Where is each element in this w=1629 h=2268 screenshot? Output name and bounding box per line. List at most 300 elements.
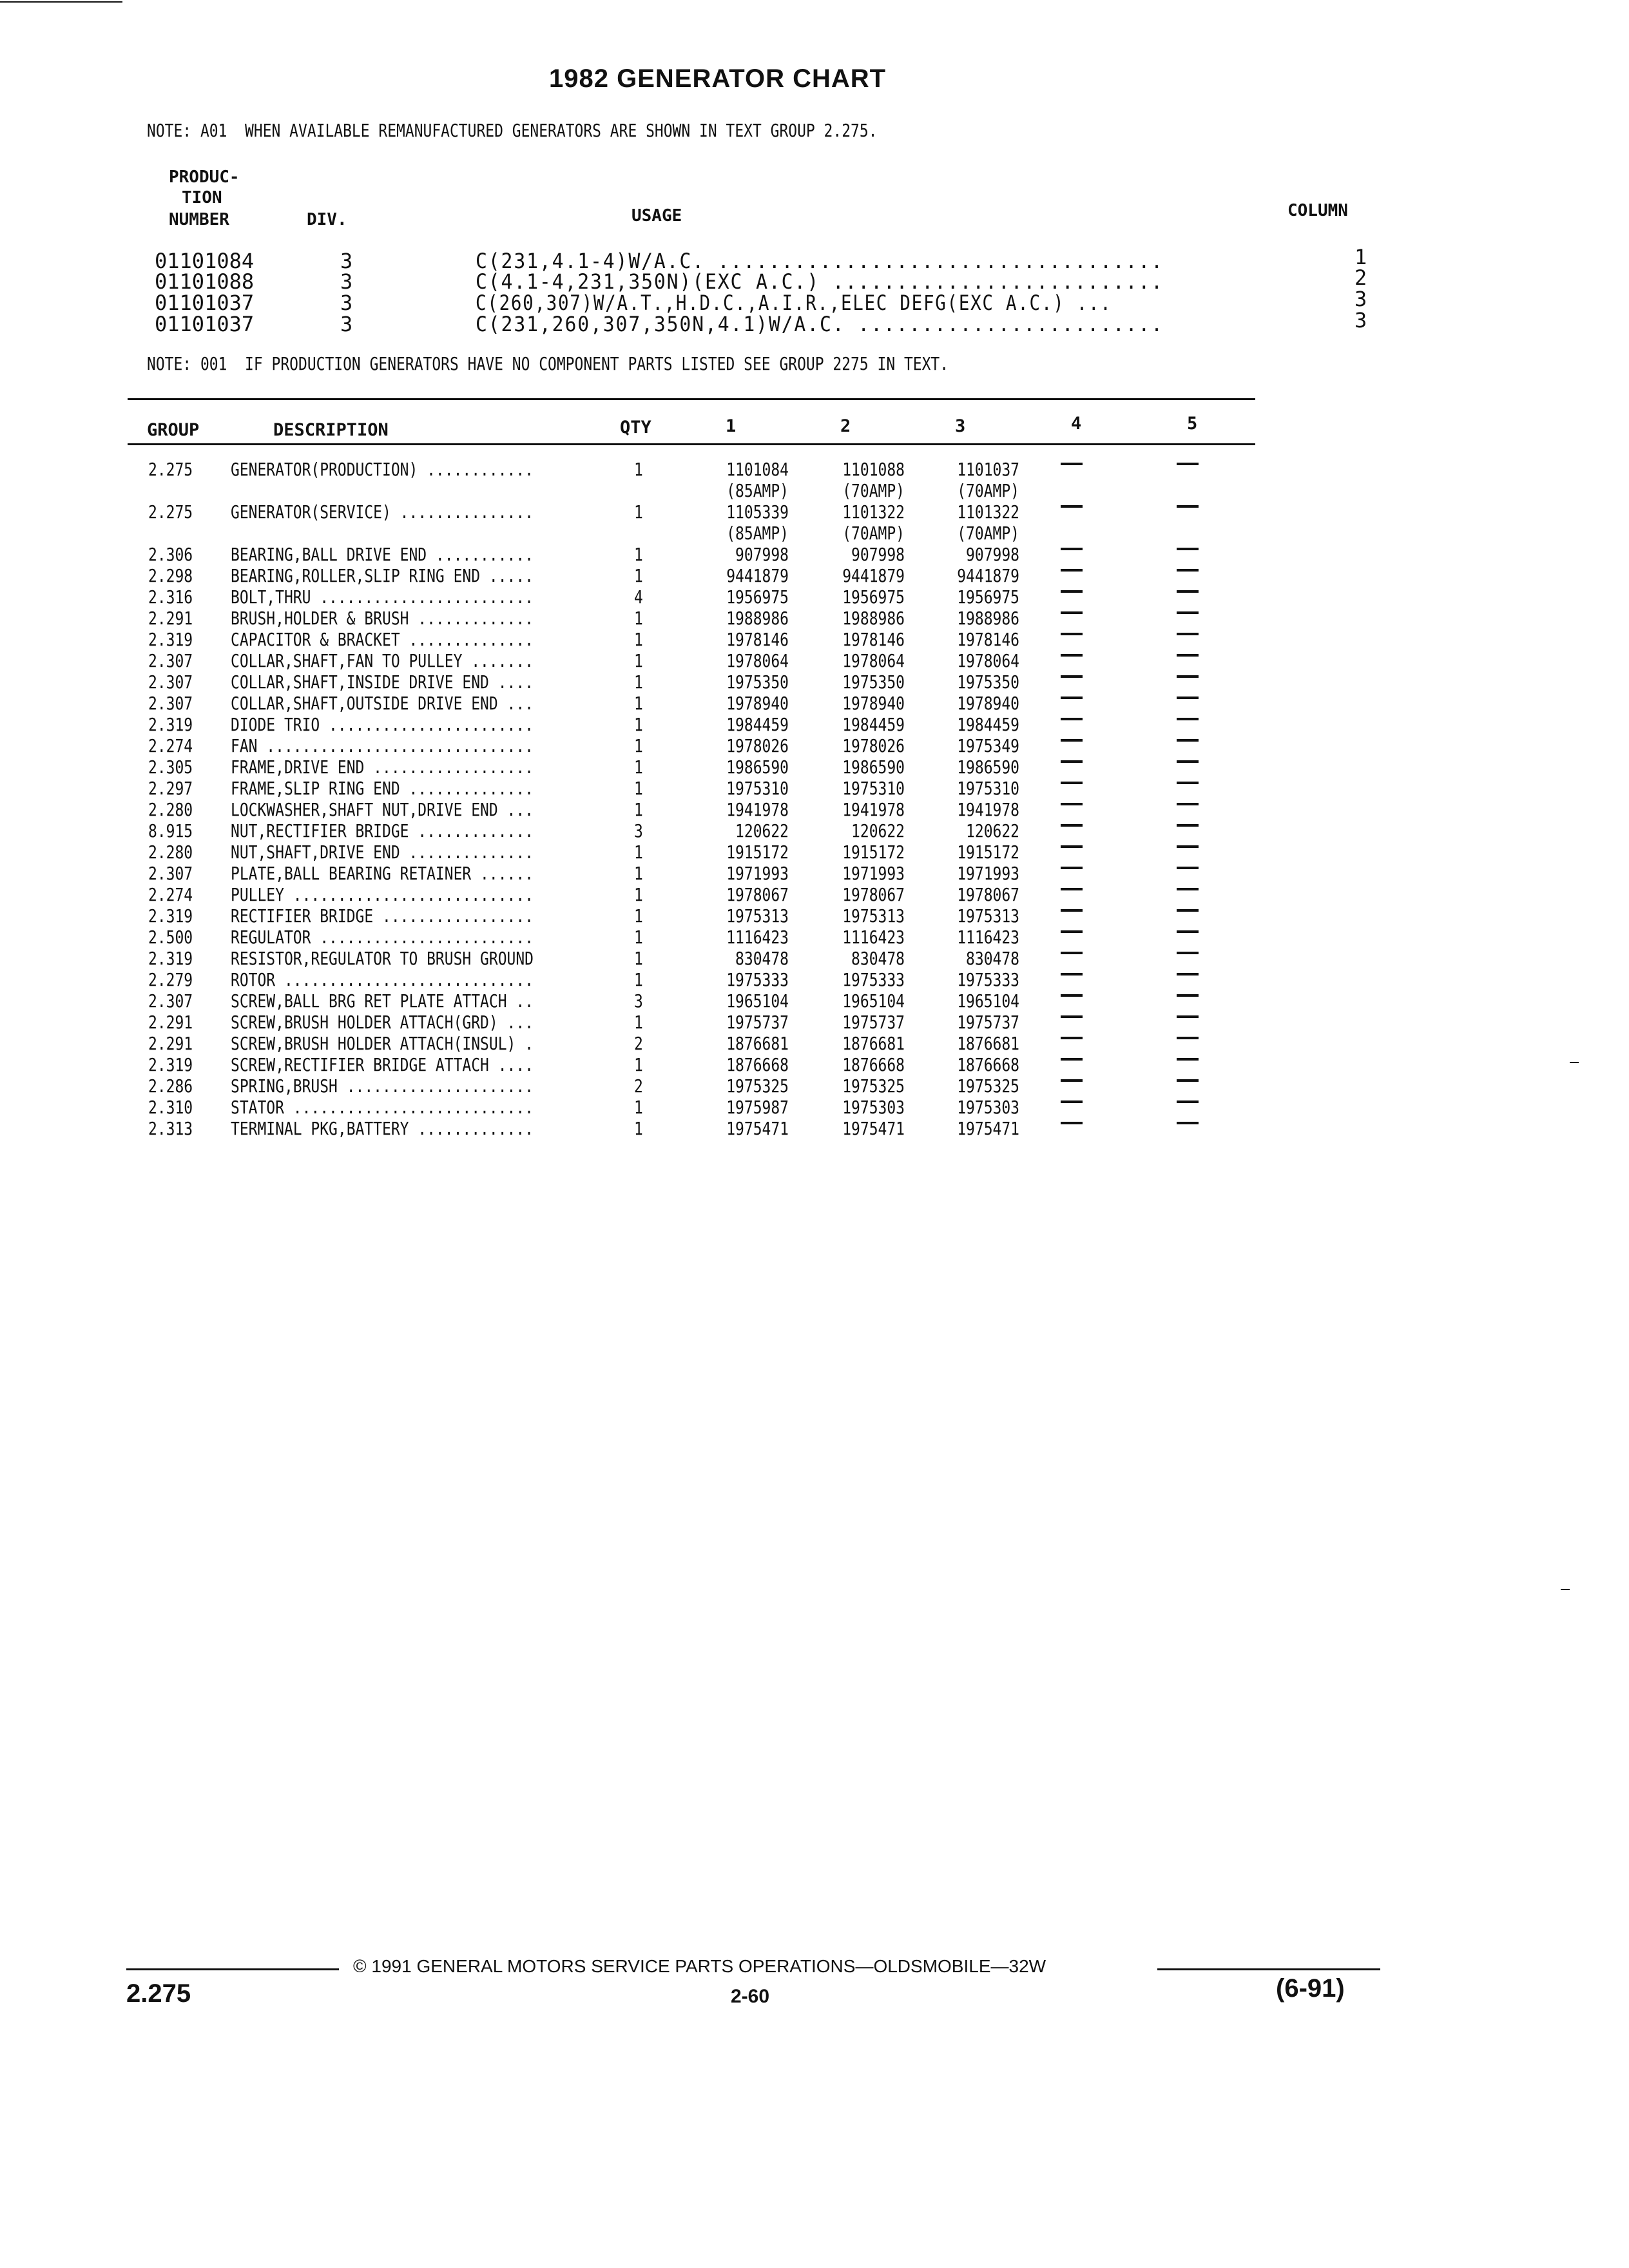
cell-col-3: 1116423 — [957, 927, 1019, 948]
cell-col-2: 1975325 — [842, 1075, 905, 1097]
cell-group: 2.279 — [148, 969, 193, 990]
cell-col-1: 1986590 — [726, 756, 789, 778]
cell-col-5-dash — [1177, 952, 1199, 954]
cell-qty: 1 — [634, 671, 643, 693]
cell-col-3: 1978940 — [957, 693, 1019, 714]
cell-description: PULLEY ........................... — [231, 884, 534, 905]
cell-col-5-dash — [1177, 867, 1199, 869]
table-row — [0, 735, 1629, 756]
cell-col-1: 1975737 — [726, 1012, 789, 1033]
cell-col-2: (70AMP) — [842, 523, 905, 544]
cell-col-5-dash — [1177, 463, 1199, 465]
cell-group: 2.275 — [148, 501, 193, 523]
cell-col-1: 1915172 — [726, 841, 789, 863]
cell-col-3: 907998 — [966, 544, 1019, 565]
cell-col-3: 1975325 — [957, 1075, 1019, 1097]
cell-col-2: 120622 — [851, 820, 905, 841]
cell-qty: 1 — [634, 735, 643, 756]
table-row — [0, 820, 1629, 841]
cell-col-3: 1986590 — [957, 756, 1019, 778]
cell-description: RECTIFIER BRIDGE ................. — [231, 905, 534, 927]
cell-col-5-dash — [1177, 973, 1199, 975]
cell-qty: 1 — [634, 799, 643, 820]
cell-col-1: 1978026 — [726, 735, 789, 756]
cell-col-1: 1978064 — [726, 650, 789, 671]
footer-page-number: 2-60 — [731, 1986, 770, 2007]
cell-col-3: 1965104 — [957, 990, 1019, 1012]
table-row — [0, 650, 1629, 671]
cell-group: 2.280 — [148, 799, 193, 820]
cell-col-2: 1101088 — [842, 459, 905, 480]
production-number-header-line3: NUMBER — [169, 210, 229, 229]
cell-col-1: 1876668 — [726, 1054, 789, 1075]
cell-qty: 1 — [634, 501, 643, 523]
cell-col-2: 830478 — [851, 948, 905, 969]
cell-col-4-dash — [1061, 611, 1083, 614]
cell-col-2: 1978064 — [842, 650, 905, 671]
cell-col-2: 1116423 — [842, 927, 905, 948]
cell-col-5-dash — [1177, 845, 1199, 848]
cell-col-3: 830478 — [966, 948, 1019, 969]
cell-description: CAPACITOR & BRACKET .............. — [231, 629, 534, 650]
cell-col-1: 1978940 — [726, 693, 789, 714]
cell-col-5-dash — [1177, 760, 1199, 763]
cell-description: PLATE,BALL BEARING RETAINER ...... — [231, 863, 534, 884]
cell-col-2: 1965104 — [842, 990, 905, 1012]
cell-description: LOCKWASHER,SHAFT NUT,DRIVE END ... — [231, 799, 534, 820]
cell-col-2: 1915172 — [842, 841, 905, 863]
cell-col-1: (85AMP) — [726, 480, 789, 501]
cell-col-1: 1984459 — [726, 714, 789, 735]
cell-qty: 1 — [634, 756, 643, 778]
cell-col-5-dash — [1177, 718, 1199, 720]
cell-col-5-dash — [1177, 569, 1199, 572]
cell-col-2: 1941978 — [842, 799, 905, 820]
cell-col-3: 1975303 — [957, 1097, 1019, 1118]
cell-group: 2.313 — [148, 1118, 193, 1139]
cell-col-1: 907998 — [735, 544, 789, 565]
cell-group: 2.319 — [148, 948, 193, 969]
production-column: 3 — [1354, 287, 1367, 311]
cell-col-3: 1975310 — [957, 778, 1019, 799]
cell-col-2: 1101322 — [842, 501, 905, 523]
cell-group: 2.274 — [148, 884, 193, 905]
cell-qty: 1 — [634, 927, 643, 948]
cell-col-2: 1876681 — [842, 1033, 905, 1054]
cell-col-5-dash — [1177, 675, 1199, 678]
cell-col-1: 9441879 — [726, 565, 789, 586]
footer-group: 2.275 — [126, 1979, 191, 2008]
cell-description: RESISTOR,REGULATOR TO BRUSH GROUND — [231, 948, 534, 969]
production-div: 3 — [340, 269, 353, 294]
cell-description: COLLAR,SHAFT,OUTSIDE DRIVE END ... — [231, 693, 534, 714]
scan-mark — [1570, 1062, 1579, 1063]
cell-col-2: (70AMP) — [842, 480, 905, 501]
cell-col-5-dash — [1177, 1100, 1199, 1103]
cell-col-2: 9441879 — [842, 565, 905, 586]
cell-col-3: 1978064 — [957, 650, 1019, 671]
cell-description: COLLAR,SHAFT,INSIDE DRIVE END .... — [231, 671, 534, 693]
production-column-header: COLUMN — [1287, 201, 1348, 220]
table-row — [0, 1033, 1629, 1054]
production-number-header-line2: TION — [182, 188, 222, 207]
cell-col-1: 120622 — [735, 820, 789, 841]
cell-col-3: (70AMP) — [957, 480, 1019, 501]
cell-col-3: 1101037 — [957, 459, 1019, 480]
cell-col-4-dash — [1061, 1079, 1083, 1082]
cell-group: 2.500 — [148, 927, 193, 948]
table-row — [0, 884, 1629, 905]
cell-col-5-dash — [1177, 697, 1199, 699]
cell-col-4-dash — [1061, 1058, 1083, 1061]
table-row — [0, 927, 1629, 948]
table-row — [0, 863, 1629, 884]
footer-right-rule — [1157, 1968, 1380, 1970]
cell-col-4-dash — [1061, 463, 1083, 465]
table-row — [0, 990, 1629, 1012]
cell-qty: 1 — [634, 714, 643, 735]
table-row — [0, 799, 1629, 820]
production-usage: C(231,4.1-4)W/A.C. ................................... — [476, 249, 1164, 273]
cell-description: SCREW,BRUSH HOLDER ATTACH(INSUL) . — [231, 1033, 534, 1054]
table-row — [0, 523, 1629, 544]
cell-description: GENERATOR(SERVICE) ............... — [231, 501, 534, 523]
table-row — [0, 1118, 1629, 1139]
cell-col-4-dash — [1061, 654, 1083, 657]
cell-col-1: (85AMP) — [726, 523, 789, 544]
footer-copyright: © 1991 GENERAL MOTORS SERVICE PARTS OPERATIONS—OLDSMOBILE—32W — [353, 1956, 1046, 1976]
table-row — [0, 1012, 1629, 1033]
cell-col-4-dash — [1061, 548, 1083, 550]
cell-group: 2.291 — [148, 1033, 193, 1054]
cell-col-5-dash — [1177, 1058, 1199, 1061]
cell-col-4-dash — [1061, 718, 1083, 720]
table-row — [0, 948, 1629, 969]
production-div: 3 — [340, 249, 353, 273]
header-qty: QTY — [620, 418, 651, 437]
cell-group: 2.291 — [148, 1012, 193, 1033]
production-number: 01101037 — [155, 291, 255, 315]
production-number: 01101084 — [155, 249, 255, 273]
table-row — [0, 629, 1629, 650]
cell-col-3: 1978067 — [957, 884, 1019, 905]
cell-col-4-dash — [1061, 1122, 1083, 1124]
cell-col-1: 1956975 — [726, 586, 789, 608]
cell-group: 2.280 — [148, 841, 193, 863]
cell-col-2: 907998 — [851, 544, 905, 565]
cell-col-1: 1105339 — [726, 501, 789, 523]
cell-qty: 2 — [634, 1033, 643, 1054]
cell-group: 2.307 — [148, 693, 193, 714]
cell-col-4-dash — [1061, 1015, 1083, 1018]
header-col-4: 4 — [1071, 414, 1082, 434]
table-row — [0, 1054, 1629, 1075]
cell-group: 2.319 — [148, 905, 193, 927]
table-row — [0, 671, 1629, 693]
cell-group: 2.298 — [148, 565, 193, 586]
note-production-generators: NOTE: 001 IF PRODUCTION GENERATORS HAVE NO COMPONENT PARTS LISTED SEE GROUP 2275 IN TEXT. — [147, 353, 949, 374]
cell-col-1: 1975310 — [726, 778, 789, 799]
cell-col-2: 1975471 — [842, 1118, 905, 1139]
cell-col-3: 1915172 — [957, 841, 1019, 863]
cell-col-5-dash — [1177, 1015, 1199, 1018]
table-row — [0, 586, 1629, 608]
cell-col-5-dash — [1177, 1037, 1199, 1039]
cell-qty: 1 — [634, 629, 643, 650]
cell-col-3: 1975350 — [957, 671, 1019, 693]
cell-col-3: 1975313 — [957, 905, 1019, 927]
cell-col-4-dash — [1061, 782, 1083, 784]
cell-col-2: 1975350 — [842, 671, 905, 693]
cell-col-4-dash — [1061, 739, 1083, 742]
cell-description: BEARING,ROLLER,SLIP RING END ..... — [231, 565, 534, 586]
cell-qty: 1 — [634, 778, 643, 799]
cell-col-4-dash — [1061, 675, 1083, 678]
table-row — [0, 778, 1629, 799]
cell-col-2: 1876668 — [842, 1054, 905, 1075]
cell-col-4-dash — [1061, 973, 1083, 975]
cell-col-4-dash — [1061, 569, 1083, 572]
cell-col-3: 1975737 — [957, 1012, 1019, 1033]
production-number-header-line1: PRODUC- — [169, 168, 240, 187]
production-number: 01101088 — [155, 269, 255, 294]
cell-col-3: 1956975 — [957, 586, 1019, 608]
cell-group: 2.310 — [148, 1097, 193, 1118]
cell-group: 2.305 — [148, 756, 193, 778]
production-usage: C(260,307)W/A.T.,H.D.C.,A.I.R.,ELEC DEFG(EXC A.C.) ... — [476, 291, 1112, 315]
cell-col-2: 1978146 — [842, 629, 905, 650]
cell-qty: 1 — [634, 693, 643, 714]
cell-qty: 1 — [634, 1012, 643, 1033]
table-row — [0, 501, 1629, 523]
cell-col-2: 1956975 — [842, 586, 905, 608]
cell-col-1: 1975313 — [726, 905, 789, 927]
cell-col-1: 1971993 — [726, 863, 789, 884]
cell-description: FAN .............................. — [231, 735, 534, 756]
cell-col-3: 1971993 — [957, 863, 1019, 884]
cell-col-2: 1975310 — [842, 778, 905, 799]
cell-qty: 1 — [634, 969, 643, 990]
cell-description: STATOR ........................... — [231, 1097, 534, 1118]
cell-col-3: 1978146 — [957, 629, 1019, 650]
cell-col-1: 1975350 — [726, 671, 789, 693]
header-col-5: 5 — [1187, 414, 1198, 434]
cell-description: BOLT,THRU ........................ — [231, 586, 534, 608]
table-header-rule — [128, 443, 1255, 445]
cell-qty: 1 — [634, 905, 643, 927]
cell-col-4-dash — [1061, 952, 1083, 954]
cell-col-4-dash — [1061, 803, 1083, 805]
cell-group: 2.275 — [148, 459, 193, 480]
cell-col-3: (70AMP) — [957, 523, 1019, 544]
cell-description: FRAME,SLIP RING END .............. — [231, 778, 534, 799]
cell-col-5-dash — [1177, 909, 1199, 912]
cell-description: REGULATOR ........................ — [231, 927, 534, 948]
table-row — [0, 693, 1629, 714]
cell-qty: 1 — [634, 948, 643, 969]
cell-qty: 1 — [634, 1097, 643, 1118]
cell-col-2: 1988986 — [842, 608, 905, 629]
cell-col-5-dash — [1177, 590, 1199, 593]
page-title: 1982 GENERATOR CHART — [549, 64, 887, 93]
cell-description: FRAME,DRIVE END .................. — [231, 756, 534, 778]
cell-group: 2.307 — [148, 671, 193, 693]
cell-col-2: 1971993 — [842, 863, 905, 884]
header-group: GROUP — [147, 420, 200, 440]
table-row — [0, 1075, 1629, 1097]
note-remanufactured: NOTE: A01 WHEN AVAILABLE REMANUFACTURED GENERATORS ARE SHOWN IN TEXT GROUP 2.275. — [147, 120, 878, 141]
cell-qty: 3 — [634, 820, 643, 841]
production-usage: C(231,260,307,350N,4.1)W/A.C. ........................ — [476, 312, 1164, 336]
cell-col-4-dash — [1061, 1100, 1083, 1103]
cell-col-3: 9441879 — [957, 565, 1019, 586]
header-description: DESCRIPTION — [273, 420, 389, 440]
table-row — [0, 565, 1629, 586]
scan-mark — [1561, 1589, 1570, 1590]
cell-col-3: 120622 — [966, 820, 1019, 841]
cell-col-2: 1975737 — [842, 1012, 905, 1033]
cell-col-5-dash — [1177, 888, 1199, 890]
cell-col-2: 1975303 — [842, 1097, 905, 1118]
cell-description: NUT,RECTIFIER BRIDGE ............. — [231, 820, 534, 841]
table-row — [0, 905, 1629, 927]
cell-col-5-dash — [1177, 930, 1199, 933]
table-row — [0, 841, 1629, 863]
cell-qty: 1 — [634, 459, 643, 480]
cell-col-5-dash — [1177, 548, 1199, 550]
cell-col-3: 1975471 — [957, 1118, 1019, 1139]
table-row — [0, 608, 1629, 629]
cell-group: 8.915 — [148, 820, 193, 841]
cell-group: 2.319 — [148, 629, 193, 650]
cell-description: COLLAR,SHAFT,FAN TO PULLEY ....... — [231, 650, 534, 671]
cell-description: DIODE TRIO ....................... — [231, 714, 534, 735]
production-div-header: DIV. — [307, 210, 347, 229]
cell-col-4-dash — [1061, 697, 1083, 699]
cell-col-3: 1876668 — [957, 1054, 1019, 1075]
cell-group: 2.316 — [148, 586, 193, 608]
cell-group: 2.291 — [148, 608, 193, 629]
cell-qty: 3 — [634, 990, 643, 1012]
production-column: 2 — [1354, 265, 1367, 290]
cell-group: 2.319 — [148, 1054, 193, 1075]
cell-col-4-dash — [1061, 867, 1083, 869]
cell-qty: 1 — [634, 544, 643, 565]
cell-group: 2.307 — [148, 863, 193, 884]
cell-description: BRUSH,HOLDER & BRUSH ............. — [231, 608, 534, 629]
cell-description: BEARING,BALL DRIVE END ........... — [231, 544, 534, 565]
cell-group: 2.307 — [148, 990, 193, 1012]
cell-col-3: 1984459 — [957, 714, 1019, 735]
cell-col-2: 1975333 — [842, 969, 905, 990]
top-left-rule — [0, 1, 122, 3]
cell-col-5-dash — [1177, 611, 1199, 614]
table-top-rule — [128, 398, 1255, 400]
production-usage: C(4.1-4,231,350N)(EXC A.C.) .......................... — [476, 269, 1164, 294]
cell-col-3: 1941978 — [957, 799, 1019, 820]
cell-description: ROTOR ............................ — [231, 969, 534, 990]
table-row — [0, 714, 1629, 735]
cell-col-1: 1116423 — [726, 927, 789, 948]
header-col-1: 1 — [726, 416, 737, 436]
cell-col-1: 1101084 — [726, 459, 789, 480]
cell-group: 2.286 — [148, 1075, 193, 1097]
cell-col-1: 1978146 — [726, 629, 789, 650]
production-column: 3 — [1354, 308, 1367, 332]
header-col-3: 3 — [955, 416, 966, 436]
cell-col-2: 1978026 — [842, 735, 905, 756]
cell-col-4-dash — [1061, 888, 1083, 890]
cell-col-4-dash — [1061, 633, 1083, 635]
cell-col-5-dash — [1177, 824, 1199, 827]
cell-col-2: 1984459 — [842, 714, 905, 735]
cell-qty: 1 — [634, 1054, 643, 1075]
cell-col-3: 1975333 — [957, 969, 1019, 990]
cell-col-1: 1965104 — [726, 990, 789, 1012]
cell-description: SCREW,BRUSH HOLDER ATTACH(GRD) ... — [231, 1012, 534, 1033]
table-row — [0, 480, 1629, 501]
cell-description: SCREW,BALL BRG RET PLATE ATTACH .. — [231, 990, 534, 1012]
cell-col-5-dash — [1177, 633, 1199, 635]
cell-col-1: 1975471 — [726, 1118, 789, 1139]
table-row — [0, 969, 1629, 990]
cell-qty: 1 — [634, 884, 643, 905]
table-row — [0, 1097, 1629, 1118]
cell-col-1: 1941978 — [726, 799, 789, 820]
cell-col-5-dash — [1177, 739, 1199, 742]
cell-qty: 1 — [634, 1118, 643, 1139]
cell-group: 2.306 — [148, 544, 193, 565]
cell-col-5-dash — [1177, 505, 1199, 508]
cell-col-4-dash — [1061, 590, 1083, 593]
cell-group: 2.319 — [148, 714, 193, 735]
cell-col-5-dash — [1177, 994, 1199, 997]
cell-description: SCREW,RECTIFIER BRIDGE ATTACH .... — [231, 1054, 534, 1075]
table-row — [0, 459, 1629, 480]
cell-description: SPRING,BRUSH ..................... — [231, 1075, 534, 1097]
cell-qty: 4 — [634, 586, 643, 608]
cell-col-1: 830478 — [735, 948, 789, 969]
cell-qty: 1 — [634, 608, 643, 629]
cell-col-4-dash — [1061, 994, 1083, 997]
cell-col-4-dash — [1061, 1037, 1083, 1039]
cell-col-5-dash — [1177, 1122, 1199, 1124]
cell-col-5-dash — [1177, 654, 1199, 657]
cell-group: 2.307 — [148, 650, 193, 671]
cell-col-4-dash — [1061, 909, 1083, 912]
cell-qty: 1 — [634, 863, 643, 884]
cell-col-2: 1978067 — [842, 884, 905, 905]
cell-col-1: 1978067 — [726, 884, 789, 905]
cell-group: 2.297 — [148, 778, 193, 799]
cell-col-4-dash — [1061, 930, 1083, 933]
cell-col-5-dash — [1177, 803, 1199, 805]
cell-col-4-dash — [1061, 845, 1083, 848]
cell-col-1: 1988986 — [726, 608, 789, 629]
cell-col-3: 1988986 — [957, 608, 1019, 629]
cell-col-5-dash — [1177, 1079, 1199, 1082]
cell-col-4-dash — [1061, 824, 1083, 827]
cell-description: NUT,SHAFT,DRIVE END .............. — [231, 841, 534, 863]
cell-col-4-dash — [1061, 760, 1083, 763]
production-div: 3 — [340, 291, 353, 315]
cell-col-2: 1986590 — [842, 756, 905, 778]
cell-qty: 2 — [634, 1075, 643, 1097]
cell-col-1: 1975325 — [726, 1075, 789, 1097]
cell-group: 2.274 — [148, 735, 193, 756]
cell-col-3: 1876681 — [957, 1033, 1019, 1054]
production-div: 3 — [340, 312, 353, 336]
